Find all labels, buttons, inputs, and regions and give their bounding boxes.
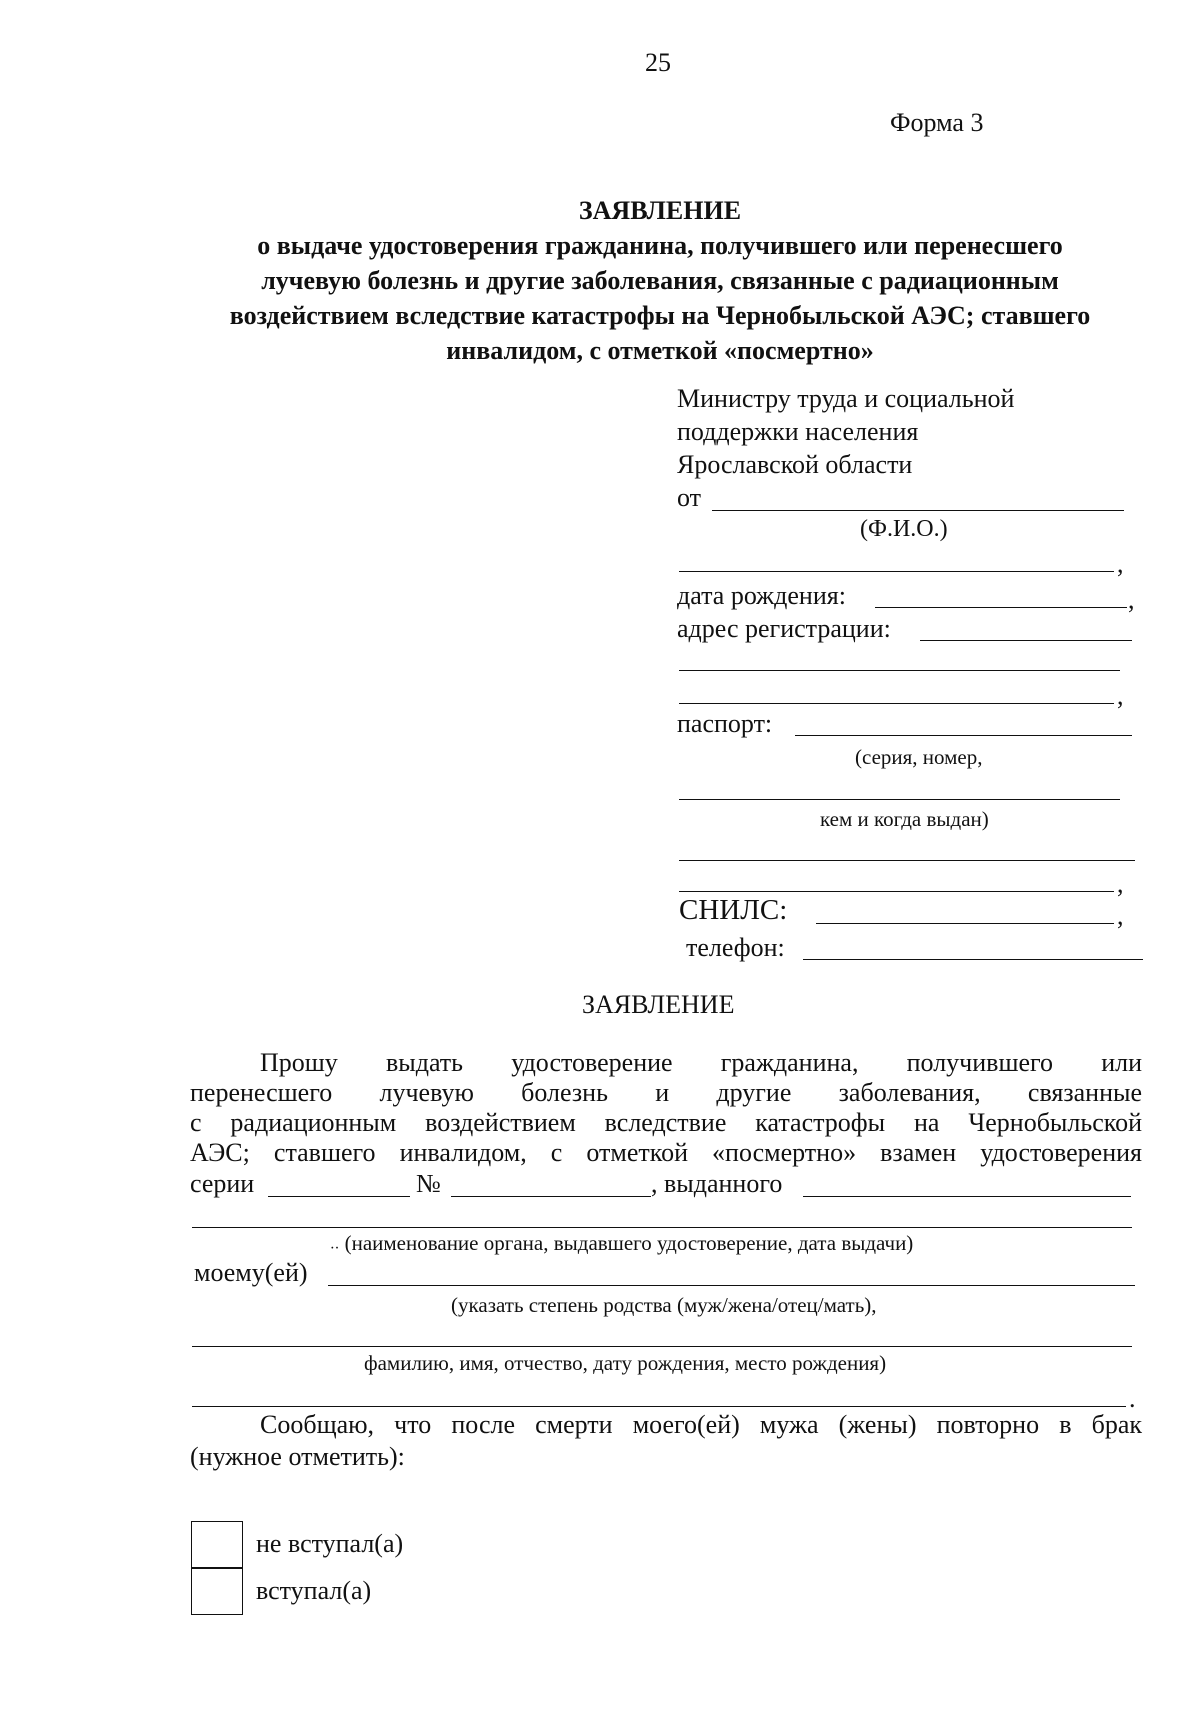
- issuer-hint: ‥ (наименование органа, выдавшего удостоверение, дата выдачи): [330, 1231, 914, 1255]
- series-label: серии: [190, 1169, 255, 1198]
- relative-details-field[interactable]: [192, 1346, 1132, 1347]
- phone-label: телефон:: [686, 933, 785, 962]
- statement-line: перенесшего лучевую болезнь и другие заболевания, связанные: [190, 1078, 1142, 1107]
- title-line: воздействием вследствие катастрофы на Чернобыльской АЭС; ставшего: [229, 301, 1091, 330]
- kinship-hint: (указать степень родства (муж/жена/отец/мать),: [451, 1293, 877, 1317]
- fio-hint: (Ф.И.О.): [860, 516, 948, 542]
- passport-field-line2[interactable]: [679, 799, 1120, 800]
- title-line: инвалидом, с отметкой «посмертно»: [446, 336, 874, 365]
- relative-details-field-line2[interactable]: [192, 1406, 1126, 1407]
- comma: ,: [1117, 549, 1124, 578]
- passport-field-line3[interactable]: [679, 860, 1135, 861]
- birth-date-label: дата рождения:: [677, 581, 846, 610]
- number-label: №: [416, 1169, 441, 1198]
- relative-field[interactable]: [328, 1285, 1135, 1286]
- statement-heading: ЗАЯВЛЕНИЕ: [582, 990, 735, 1019]
- fio-field[interactable]: [712, 510, 1124, 511]
- statement-line: Прошу выдать удостоверение гражданина, получившего или: [260, 1048, 1142, 1077]
- series-field[interactable]: [268, 1196, 410, 1197]
- issued-field[interactable]: [803, 1196, 1131, 1197]
- document-title: [170, 193, 1150, 368]
- option-label: вступал(а): [256, 1576, 372, 1605]
- form-label: Форма 3: [890, 108, 984, 137]
- period: .: [1129, 1384, 1136, 1413]
- person-hint: фамилию, имя, отчество, дату рождения, место рождения): [364, 1351, 887, 1375]
- checkbox-not-married[interactable]: [191, 1521, 243, 1569]
- title-line: о выдаче удостоверения гражданина, получившего или перенесшего: [257, 231, 1063, 260]
- passport-hint: (серия, номер,: [855, 745, 983, 769]
- address-field-line2[interactable]: [679, 670, 1120, 671]
- comma: ,: [1117, 869, 1124, 898]
- addressee-line: поддержки населения: [677, 417, 919, 446]
- statement-line: с радиационным воздействием вследствие катастрофы на Чернобыльской: [190, 1108, 1142, 1137]
- issued-label: , выданного: [651, 1169, 783, 1198]
- addressee-line: Ярославской области: [677, 450, 913, 479]
- snils-label: СНИЛС:: [679, 894, 788, 926]
- snils-field[interactable]: [816, 923, 1114, 924]
- comma: ,: [1128, 585, 1135, 614]
- my-label: моему(ей): [194, 1258, 308, 1287]
- title-line: лучевую болезнь и другие заболевания, связанные с радиационным: [261, 266, 1059, 295]
- option-label: не вступал(а): [256, 1529, 404, 1558]
- issuer-field[interactable]: [192, 1227, 1132, 1228]
- passport-hint: кем и когда выдан): [820, 807, 989, 831]
- addressee-line: Министру труда и социальной: [677, 384, 1015, 413]
- comma: ,: [1117, 681, 1124, 710]
- fio-field-continued[interactable]: [679, 571, 1114, 572]
- title-heading: ЗАЯВЛЕНИЕ: [578, 196, 742, 225]
- birth-date-field[interactable]: [875, 607, 1127, 608]
- comma: ,: [1117, 901, 1124, 930]
- address-field[interactable]: [920, 640, 1132, 641]
- statement-line: АЭС; ставшего инвалидом, с отметкой «посмертно» взамен удостоверения: [190, 1138, 1142, 1167]
- from-label: от: [677, 483, 702, 512]
- passport-field[interactable]: [795, 735, 1132, 736]
- checkbox-married[interactable]: [191, 1567, 243, 1615]
- passport-label: паспорт:: [677, 709, 773, 738]
- phone-field[interactable]: [803, 959, 1143, 960]
- number-field[interactable]: [451, 1196, 651, 1197]
- passport-field-line4[interactable]: [679, 891, 1114, 892]
- marriage-text: (нужное отметить):: [190, 1442, 405, 1471]
- marriage-text: Сообщаю, что после смерти моего(ей) мужа (жены) повторно в брак: [260, 1410, 1142, 1439]
- address-field-line3[interactable]: [679, 703, 1114, 704]
- page-number: 25: [645, 48, 671, 77]
- address-label: адрес регистрации:: [677, 614, 891, 643]
